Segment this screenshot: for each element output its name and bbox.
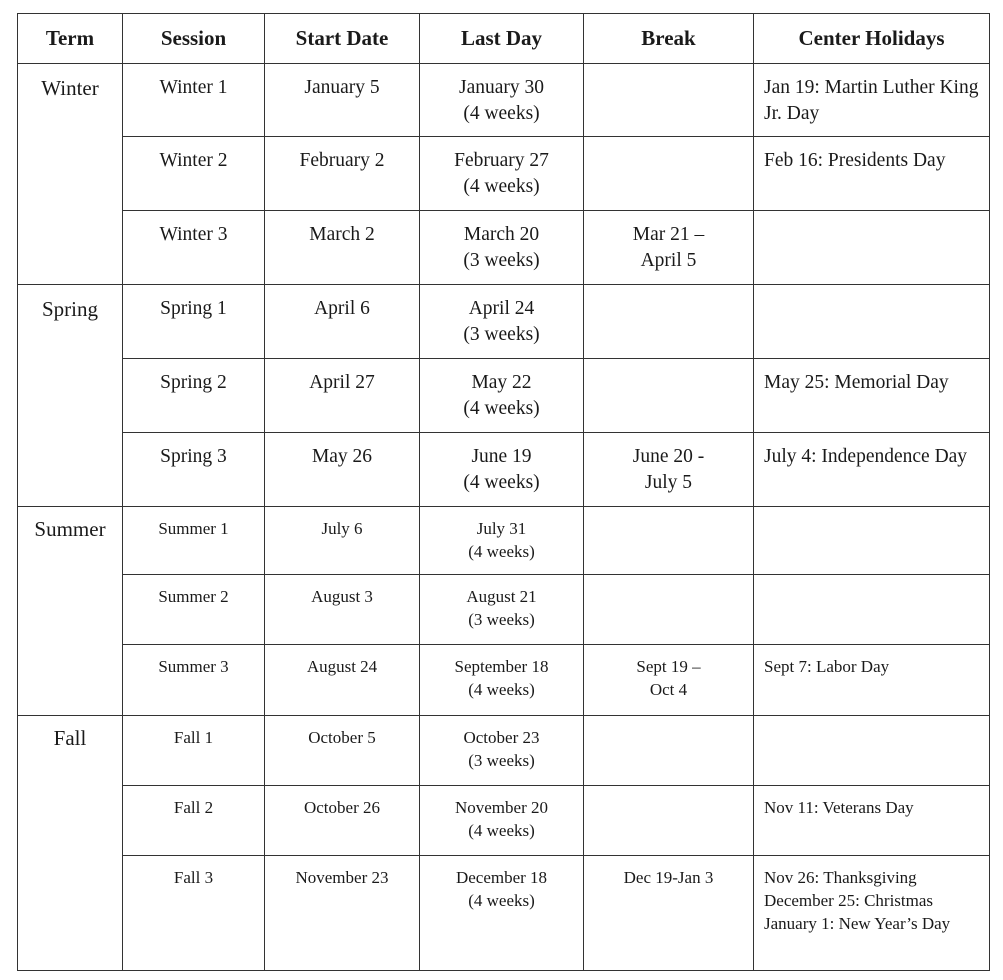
last-day-cell [420,645,584,716]
holiday-entry: December 25: Christmas [764,891,934,910]
last-day-date: April 24 [468,298,535,319]
holiday-entry: May 25: Memorial Day [764,372,949,393]
start-date-cell: January 5 [265,64,420,137]
session-cell: Fall 2 [123,786,265,856]
table-row [18,856,990,971]
session-duration: (3 weeks) [463,324,540,345]
last-day-date: July 31 [476,519,527,538]
last-day-cell [420,575,584,645]
break-cell [584,575,754,645]
holidays-cell [754,716,990,786]
last-day-cell [420,433,584,507]
start-date-cell: July 6 [265,507,420,575]
table-row [18,716,990,786]
start-date-cell: March 2 [265,211,420,285]
holidays-cell [754,856,990,971]
last-day-date: October 23 [463,728,540,747]
last-day-date: January 30 [458,77,545,98]
last-day-date: May 22 [471,372,532,393]
session-cell: Winter 2 [123,137,265,211]
session-cell: Summer 3 [123,645,265,716]
break-cell [584,433,754,507]
header-start-date: Start Date [265,14,420,64]
break-cell [584,285,754,359]
holiday-entry: Nov 26: Thanksgiving [764,868,917,887]
break-line: Sept 19 – [636,657,701,676]
table-row [18,359,990,433]
session-cell: Summer 1 [123,507,265,575]
last-day-date: March 20 [463,224,540,245]
session-cell: Winter 3 [123,211,265,285]
session-duration: (4 weeks) [463,176,540,197]
break-cell [584,211,754,285]
table-row [18,433,990,507]
break-cell [584,64,754,137]
last-day-cell [420,716,584,786]
break-cell [584,716,754,786]
last-day-cell [420,64,584,137]
last-day-cell [420,137,584,211]
header-holidays: Center Holidays [754,14,990,64]
start-date-cell: August 3 [265,575,420,645]
term-cell: Fall [18,716,123,971]
last-day-cell [420,285,584,359]
holidays-cell [754,507,990,575]
header-row [18,14,990,64]
header-term: Term [18,14,123,64]
last-day-date: September 18 [454,657,549,676]
term-cell: Spring [18,285,123,507]
header-session: Session [123,14,265,64]
session-duration: (3 weeks) [463,250,540,271]
start-date-cell: April 6 [265,285,420,359]
holidays-cell [754,137,990,211]
session-cell: Fall 3 [123,856,265,971]
holidays-cell [754,433,990,507]
holidays-cell [754,211,990,285]
holiday-entry: Sept 7: Labor Day [764,657,890,676]
table-row [18,786,990,856]
holiday-entry: Nov 11: Veterans Day [764,798,914,817]
holidays-cell [754,359,990,433]
last-day-cell [420,786,584,856]
session-duration: (4 weeks) [463,103,540,124]
start-date-cell: May 26 [265,433,420,507]
table-row [18,64,990,137]
last-day-date: December 18 [455,868,548,887]
start-date-cell: October 26 [265,786,420,856]
table-row [18,211,990,285]
table-row [18,645,990,716]
start-date-cell: February 2 [265,137,420,211]
holidays-cell [754,575,990,645]
break-cell [584,856,754,971]
last-day-date: August 21 [466,587,537,606]
session-calendar-table [17,13,990,971]
session-duration: (4 weeks) [468,891,535,910]
session-duration: (4 weeks) [468,680,535,699]
session-cell: Spring 2 [123,359,265,433]
start-date-cell: April 27 [265,359,420,433]
header-last-day: Last Day [420,14,584,64]
break-line: April 5 [640,250,697,271]
session-cell: Spring 3 [123,433,265,507]
last-day-cell [420,507,584,575]
session-cell: Winter 1 [123,64,265,137]
term-cell: Winter [18,64,123,285]
last-day-cell [420,856,584,971]
holiday-entry: Feb 16: Presidents Day [764,150,946,171]
table-row [18,137,990,211]
break-cell [584,137,754,211]
break-cell [584,786,754,856]
session-cell: Fall 1 [123,716,265,786]
table-body [18,64,990,971]
holidays-cell [754,285,990,359]
start-date-cell: October 5 [265,716,420,786]
session-cell: Spring 1 [123,285,265,359]
table-row [18,285,990,359]
start-date-cell: November 23 [265,856,420,971]
session-duration: (4 weeks) [468,821,535,840]
session-duration: (4 weeks) [463,472,540,493]
session-duration: (3 weeks) [468,751,535,770]
break-cell [584,507,754,575]
session-duration: (4 weeks) [463,398,540,419]
last-day-cell [420,211,584,285]
break-line: Dec 19-Jan 3 [623,868,714,887]
break-line: June 20 - [632,446,705,467]
start-date-cell: August 24 [265,645,420,716]
session-duration: (4 weeks) [468,542,535,561]
holidays-cell [754,645,990,716]
break-line: Mar 21 – [632,224,705,245]
break-line: July 5 [644,472,693,493]
holiday-entry: January 1: New Year’s Day [764,914,951,933]
session-duration: (3 weeks) [468,610,535,629]
break-cell [584,645,754,716]
break-line: Oct 4 [649,680,688,699]
term-cell: Summer [18,507,123,716]
holidays-cell [754,786,990,856]
holiday-entry: July 4: Independence Day [764,446,968,467]
last-day-cell [420,359,584,433]
holiday-entry: Jan 19: Martin Luther King Jr. Day [764,77,979,124]
last-day-date: June 19 [471,446,532,467]
session-cell: Summer 2 [123,575,265,645]
header-break: Break [584,14,754,64]
last-day-date: November 20 [454,798,548,817]
table-row [18,575,990,645]
holidays-cell [754,64,990,137]
last-day-date: February 27 [454,150,549,171]
break-cell [584,359,754,433]
table-row [18,507,990,575]
